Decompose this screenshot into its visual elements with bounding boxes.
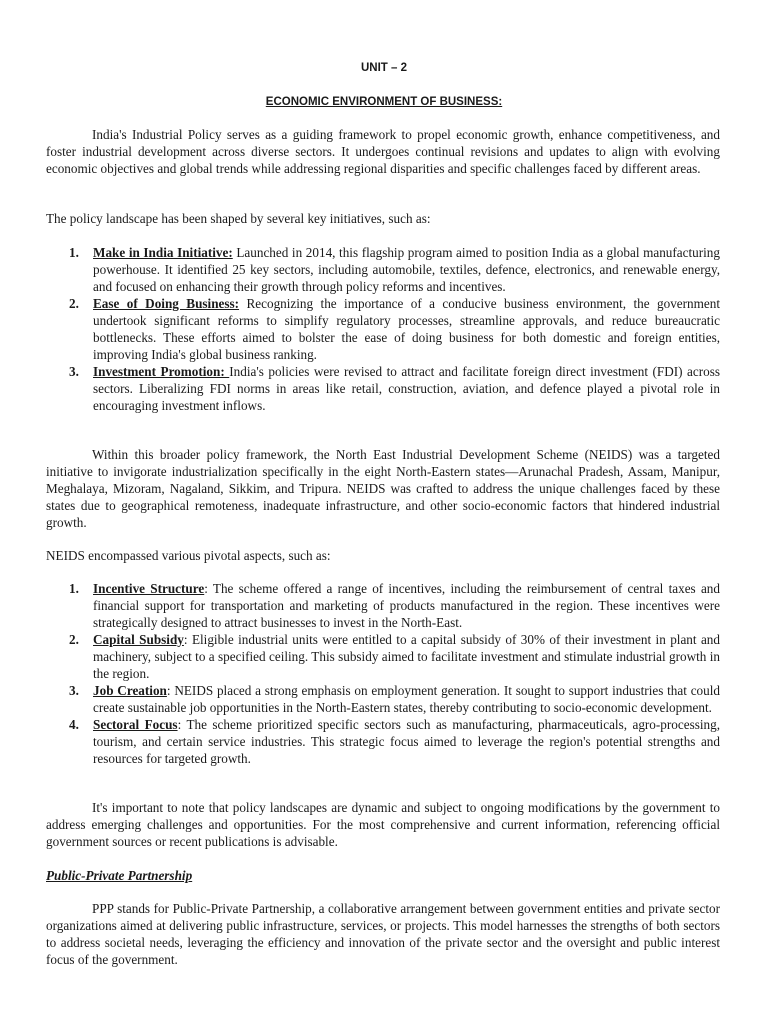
note-paragraph: It's important to note that policy landscapes are dynamic and subject to ongoing modifications by the government to address emerging challenges and opportunities. For the most comprehensive and current information, referencing official government sources or recent publications is advisable. <box>46 800 720 849</box>
section-heading: ECONOMIC ENVIRONMENT OF BUSINESS: <box>265 96 503 108</box>
ppp-paragraph: PPP stands for Public-Private Partnership, a collaborative arrangement between government entities and private sector organizations aimed at delivering public infrastructure, services, or projects. This model harnesses the strengths of both sectors to address societal needs, leveraging the efficiency and innovation of the private sector and the oversight and public interest focus of the government. <box>46 901 720 967</box>
list-term: Make in India Initiative: <box>93 245 233 260</box>
list-number: 3. <box>69 364 79 379</box>
list-number: 4. <box>69 717 79 732</box>
list-number: 2. <box>69 296 79 311</box>
list-number: 1. <box>69 245 79 260</box>
list-term: Capital Subsidy <box>93 632 184 647</box>
list-item <box>46 682 720 716</box>
list-term: Incentive Structure <box>93 581 205 596</box>
list-number: 1. <box>69 581 79 596</box>
list-text: : The scheme prioritized specific sectors such as manufacturing, pharmaceuticals, agro-processing, tourism, and certain service industries. This strategic focus aimed to leverage the region's potential strengths and resources for targeted growth. <box>93 717 720 766</box>
list-item <box>46 716 720 767</box>
intro-paragraph: India's Industrial Policy serves as a guiding framework to propel economic growth, enhance competitiveness, and foster industrial development across diverse sectors. It undergoes continual revisions and updates to align with evolving economic objectives and global trends while addressing regional disparities and specific challenges faced by different areas. <box>46 127 720 176</box>
list-text: Recognizing the importance of a conducive business environment, the government undertook significant reforms to simplify regulatory processes, streamline approvals, and reduce bureaucratic bottlenecks. These efforts aimed to bolster the ease of doing business for both domestic and foreign entities, improving India's global business ranking. <box>93 296 720 362</box>
ppp-heading: Public-Private Partnership <box>46 868 193 883</box>
list-term: Job Creation <box>93 683 167 698</box>
list-item <box>46 244 720 295</box>
list-text: : The scheme offered a range of incentives, including the reimbursement of central taxes and financial support for transportation and marketing of products manufactured in the region. These incentives were strategically designed to attract businesses to invest in the North-East. <box>93 581 720 630</box>
policy-lead: The policy landscape has been shaped by several key initiatives, such as: <box>46 211 431 226</box>
list-item <box>46 580 720 631</box>
list-item <box>46 295 720 363</box>
list-term: Sectoral Focus <box>93 717 178 732</box>
neids-intro-paragraph: Within this broader policy framework, the North East Industrial Development Scheme (NEIDS) was a targeted initiative to invigorate industrialization specifically in the eight North-Eastern states—Arunachal Pradesh, Assam, Manipur, Meghalaya, Mizoram, Nagaland, Sikkim, and Tripura. NEIDS was crafted to address the unique challenges faced by these states due to geographical remoteness, inadequate infrastructure, and other socio-economic factors that hindered industrial growth. <box>46 447 720 530</box>
unit-title: UNIT – 2 <box>360 62 407 74</box>
list-text: Launched in 2014, this flagship program aimed to position India as a global manufacturing powerhouse. It identified 25 key sectors, including automobile, textiles, defence, electronics, and renewable energy, and focused on enhancing their growth through policy reforms and incentives. <box>93 245 720 294</box>
list-text: India's policies were revised to attract and facilitate foreign direct investment (FDI) across sectors. Liberalizing FDI norms in areas like retail, construction, aviation, and defence played a pivotal role in encouraging investment inflows. <box>93 364 720 413</box>
initiatives-list <box>46 244 720 414</box>
neids-lead: NEIDS encompassed various pivotal aspects, such as: <box>46 548 331 563</box>
list-text: : Eligible industrial units were entitled to a capital subsidy of 30% of their investment in plant and machinery, subject to a specified ceiling. This subsidy aimed to facilitate investment and stimulate industrial growth in the region. <box>93 632 720 681</box>
list-item <box>46 631 720 682</box>
list-term: Ease of Doing Business: <box>93 296 240 311</box>
aspects-list <box>46 580 720 767</box>
list-term: Investment Promotion: <box>93 364 230 379</box>
list-number: 3. <box>69 683 79 698</box>
list-item <box>46 363 720 414</box>
list-text: : NEIDS placed a strong emphasis on employment generation. It sought to support industries that could create sustainable job opportunities in the North-Eastern states, thereby contributing to socio-economic development. <box>93 683 720 715</box>
list-number: 2. <box>69 632 79 647</box>
